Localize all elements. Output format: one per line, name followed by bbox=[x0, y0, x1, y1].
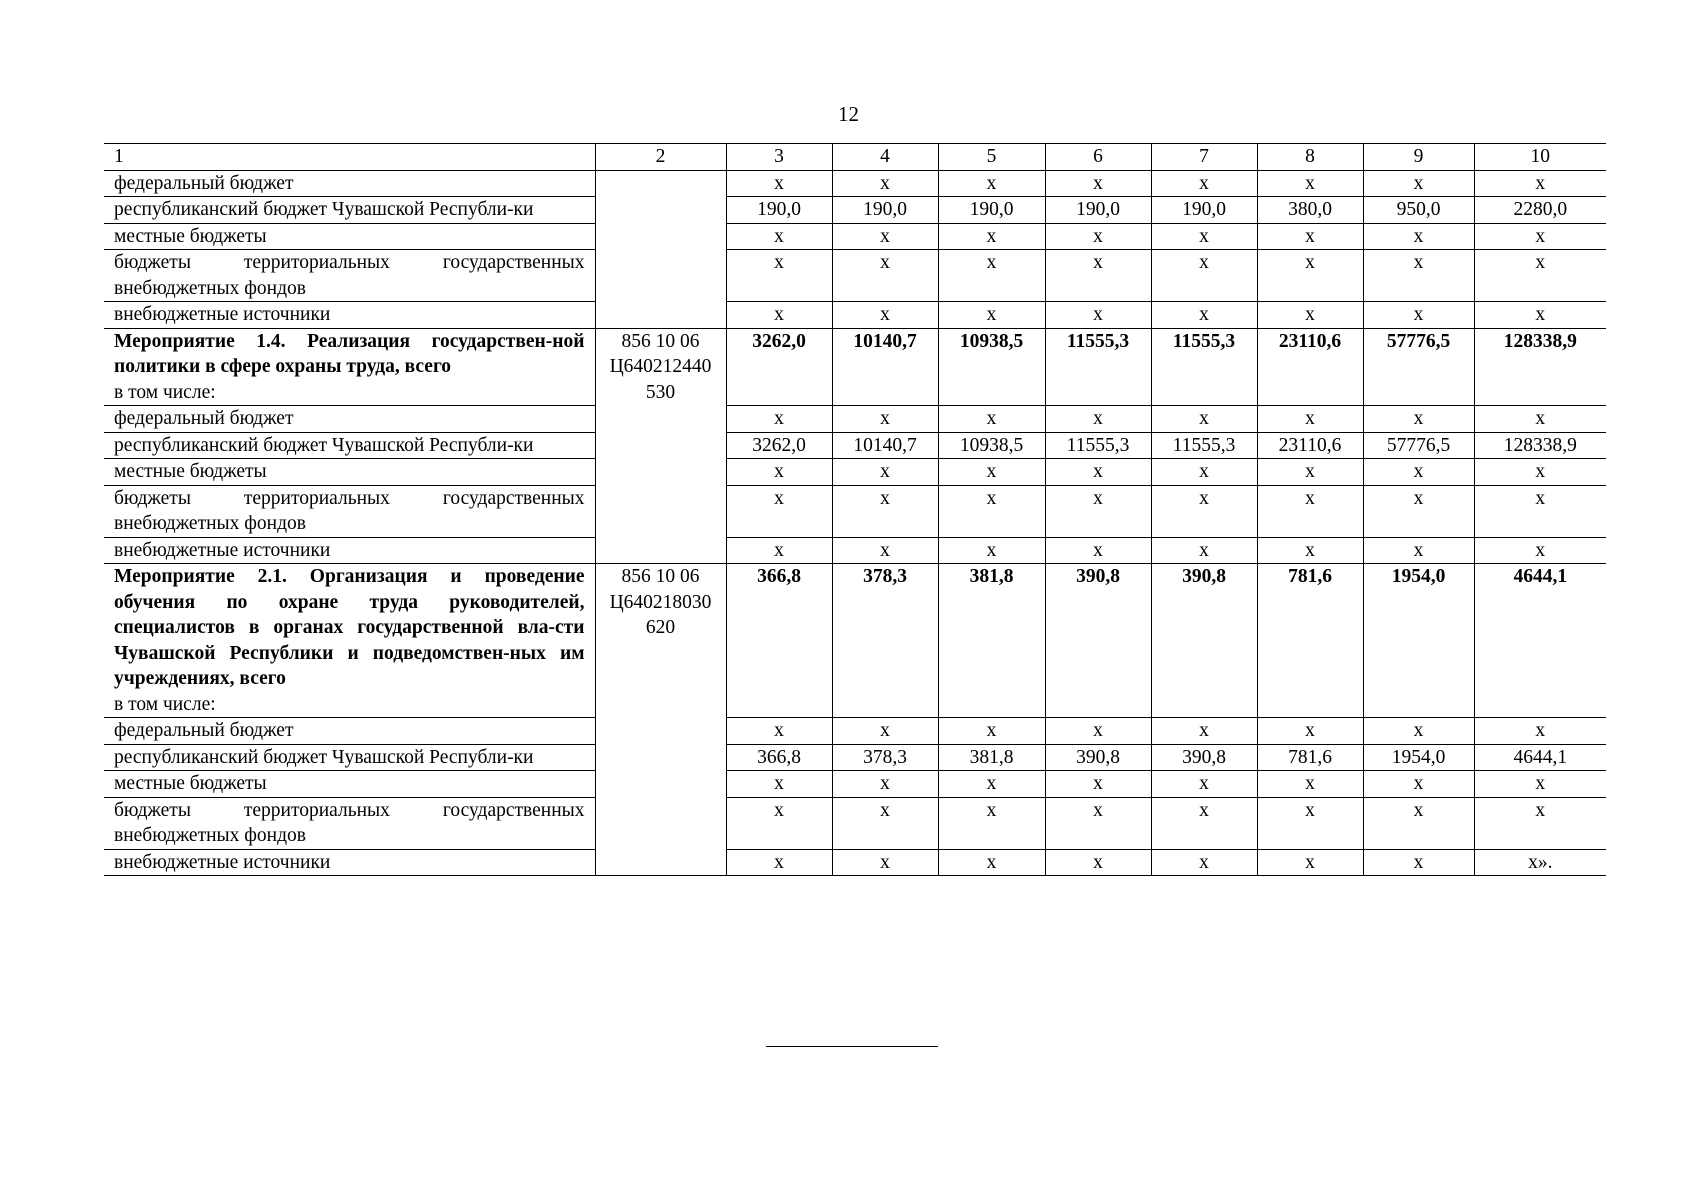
row-label-cell: внебюджетные источники bbox=[104, 849, 595, 876]
value-cell: х bbox=[1474, 797, 1606, 849]
value-cell: 381,8 bbox=[938, 564, 1045, 718]
activity-subtitle: в том числе: bbox=[114, 693, 216, 715]
value-cell: х bbox=[1474, 718, 1606, 745]
value-cell: х bbox=[1151, 797, 1257, 849]
value-cell: 190,0 bbox=[726, 197, 832, 224]
value-cell: х bbox=[1474, 406, 1606, 433]
value-cell: х bbox=[1257, 302, 1363, 329]
value-cell: х bbox=[832, 170, 938, 197]
column-number-cell: 9 bbox=[1363, 144, 1474, 171]
value-cell: х bbox=[1257, 223, 1363, 250]
budget-source-row bbox=[104, 302, 1606, 329]
value-cell: 10140,7 bbox=[832, 432, 938, 459]
value-cell: 1954,0 bbox=[1363, 744, 1474, 771]
value-cell: 390,8 bbox=[1151, 564, 1257, 718]
value-cell: х bbox=[1257, 250, 1363, 302]
column-number-cell: 3 bbox=[726, 144, 832, 171]
value-cell: 190,0 bbox=[1151, 197, 1257, 224]
budget-source-row bbox=[104, 485, 1606, 537]
value-cell: 950,0 bbox=[1363, 197, 1474, 224]
column-number-cell: 1 bbox=[104, 144, 595, 171]
row-label-cell: внебюджетные источники bbox=[104, 302, 595, 329]
value-cell: х bbox=[938, 797, 1045, 849]
row-label-cell bbox=[104, 564, 595, 718]
value-cell: х bbox=[1363, 406, 1474, 433]
value-cell: х bbox=[938, 223, 1045, 250]
value-cell: х bbox=[832, 797, 938, 849]
value-cell: 190,0 bbox=[938, 197, 1045, 224]
budget-code-cell: 856 10 06 Ц640212440 530 bbox=[595, 328, 726, 564]
value-cell: х bbox=[1474, 302, 1606, 329]
value-cell: х bbox=[938, 406, 1045, 433]
value-cell: х bbox=[832, 849, 938, 876]
value-cell: х». bbox=[1474, 849, 1606, 876]
value-cell: х bbox=[832, 485, 938, 537]
value-cell: х bbox=[726, 406, 832, 433]
budget-source-row bbox=[104, 432, 1606, 459]
value-cell: х bbox=[1257, 797, 1363, 849]
value-cell: 390,8 bbox=[1045, 564, 1151, 718]
value-cell: х bbox=[1045, 718, 1151, 745]
value-cell: х bbox=[1363, 223, 1474, 250]
value-cell: х bbox=[1045, 459, 1151, 486]
value-cell: х bbox=[832, 537, 938, 564]
value-cell: х bbox=[938, 849, 1045, 876]
row-label-cell: бюджеты территориальных государственных внебюджетных фондов bbox=[104, 485, 595, 537]
budget-source-row bbox=[104, 718, 1606, 745]
value-cell: х bbox=[1045, 223, 1151, 250]
value-cell: х bbox=[1474, 250, 1606, 302]
value-cell: х bbox=[1045, 849, 1151, 876]
value-cell: х bbox=[1363, 849, 1474, 876]
value-cell: х bbox=[1363, 537, 1474, 564]
value-cell: 57776,5 bbox=[1363, 328, 1474, 406]
budget-code-cell: 856 10 06 Ц640218030 620 bbox=[595, 564, 726, 876]
value-cell: х bbox=[938, 485, 1045, 537]
value-cell: 378,3 bbox=[832, 744, 938, 771]
column-number-cell: 4 bbox=[832, 144, 938, 171]
value-cell: 190,0 bbox=[832, 197, 938, 224]
column-number-cell: 2 bbox=[595, 144, 726, 171]
value-cell: х bbox=[1363, 485, 1474, 537]
value-cell: х bbox=[1474, 459, 1606, 486]
value-cell: х bbox=[1257, 170, 1363, 197]
value-cell: 1954,0 bbox=[1363, 564, 1474, 718]
value-cell: х bbox=[1257, 537, 1363, 564]
value-cell: 380,0 bbox=[1257, 197, 1363, 224]
activity-subtitle: в том числе: bbox=[114, 381, 216, 403]
budget-table bbox=[104, 143, 1606, 876]
value-cell: х bbox=[832, 406, 938, 433]
value-cell: 10938,5 bbox=[938, 432, 1045, 459]
value-cell: х bbox=[726, 718, 832, 745]
value-cell: х bbox=[1045, 170, 1151, 197]
budget-code-cell bbox=[595, 170, 726, 328]
value-cell: 390,8 bbox=[1151, 744, 1257, 771]
value-cell: х bbox=[938, 537, 1045, 564]
value-cell: х bbox=[832, 223, 938, 250]
value-cell: 11555,3 bbox=[1151, 328, 1257, 406]
column-number-cell: 7 bbox=[1151, 144, 1257, 171]
value-cell: х bbox=[726, 170, 832, 197]
column-number-cell: 6 bbox=[1045, 144, 1151, 171]
value-cell: х bbox=[832, 302, 938, 329]
budget-source-row bbox=[104, 537, 1606, 564]
value-cell: х bbox=[1151, 849, 1257, 876]
value-cell: х bbox=[1151, 302, 1257, 329]
value-cell: х bbox=[1257, 849, 1363, 876]
value-cell: 781,6 bbox=[1257, 744, 1363, 771]
value-cell: х bbox=[1257, 771, 1363, 798]
value-cell: 366,8 bbox=[726, 564, 832, 718]
value-cell: х bbox=[1363, 170, 1474, 197]
value-cell: х bbox=[938, 718, 1045, 745]
value-cell: 190,0 bbox=[1045, 197, 1151, 224]
value-cell: 128338,9 bbox=[1474, 328, 1606, 406]
value-cell: х bbox=[726, 537, 832, 564]
value-cell: х bbox=[1045, 771, 1151, 798]
column-number-row bbox=[104, 144, 1606, 171]
value-cell: х bbox=[938, 170, 1045, 197]
value-cell: х bbox=[832, 771, 938, 798]
activity-row bbox=[104, 328, 1606, 406]
value-cell: х bbox=[1045, 485, 1151, 537]
budget-source-row bbox=[104, 771, 1606, 798]
activity-title: Мероприятие 2.1. Организация и проведение обучения по охране труда руководителей, специалистов в органах государственной вла-сти Чувашской Республики и подведомствен-ных им учреждениях, всего bbox=[114, 566, 585, 689]
row-label-cell: бюджеты территориальных государственных внебюджетных фондов bbox=[104, 797, 595, 849]
column-number-cell: 10 bbox=[1474, 144, 1606, 171]
value-cell: х bbox=[1151, 223, 1257, 250]
row-label-cell: местные бюджеты bbox=[104, 223, 595, 250]
value-cell: х bbox=[1257, 459, 1363, 486]
budget-source-row bbox=[104, 459, 1606, 486]
value-cell: х bbox=[832, 250, 938, 302]
value-cell: 128338,9 bbox=[1474, 432, 1606, 459]
value-cell: х bbox=[832, 459, 938, 486]
value-cell: 381,8 bbox=[938, 744, 1045, 771]
budget-source-row bbox=[104, 797, 1606, 849]
column-number-cell: 5 bbox=[938, 144, 1045, 171]
value-cell: 2280,0 bbox=[1474, 197, 1606, 224]
page-number: 12 bbox=[838, 102, 859, 126]
value-cell: х bbox=[1045, 302, 1151, 329]
budget-source-row bbox=[104, 250, 1606, 302]
value-cell: 4644,1 bbox=[1474, 564, 1606, 718]
value-cell: х bbox=[1474, 485, 1606, 537]
value-cell: х bbox=[1363, 250, 1474, 302]
value-cell: 23110,6 bbox=[1257, 328, 1363, 406]
row-label-cell: республиканский бюджет Чувашской Республи-ки bbox=[104, 432, 595, 459]
row-label-cell: местные бюджеты bbox=[104, 771, 595, 798]
footer-rule bbox=[766, 1046, 938, 1047]
value-cell: 390,8 bbox=[1045, 744, 1151, 771]
row-label-cell: внебюджетные источники bbox=[104, 537, 595, 564]
column-number-cell: 8 bbox=[1257, 144, 1363, 171]
value-cell: 10938,5 bbox=[938, 328, 1045, 406]
activity-title: Мероприятие 1.4. Реализация государствен-ной политики в сфере охраны труда, всего bbox=[114, 330, 585, 377]
value-cell: х bbox=[1151, 537, 1257, 564]
value-cell: х bbox=[1151, 459, 1257, 486]
row-label-cell: местные бюджеты bbox=[104, 459, 595, 486]
value-cell: х bbox=[1363, 302, 1474, 329]
value-cell: 781,6 bbox=[1257, 564, 1363, 718]
activity-row bbox=[104, 564, 1606, 718]
value-cell: х bbox=[1151, 485, 1257, 537]
row-label-cell: бюджеты территориальных государственных внебюджетных фондов bbox=[104, 250, 595, 302]
value-cell: х bbox=[1045, 406, 1151, 433]
row-label-cell: федеральный бюджет bbox=[104, 406, 595, 433]
budget-source-row bbox=[104, 849, 1606, 876]
value-cell: х bbox=[1363, 718, 1474, 745]
row-label-cell: федеральный бюджет bbox=[104, 718, 595, 745]
value-cell: х bbox=[1474, 223, 1606, 250]
value-cell: 11555,3 bbox=[1045, 328, 1151, 406]
budget-source-row bbox=[104, 170, 1606, 197]
value-cell: х bbox=[938, 459, 1045, 486]
value-cell: 23110,6 bbox=[1257, 432, 1363, 459]
value-cell: х bbox=[726, 849, 832, 876]
value-cell: 11555,3 bbox=[1045, 432, 1151, 459]
value-cell: х bbox=[938, 771, 1045, 798]
row-label-cell bbox=[104, 328, 595, 406]
value-cell: х bbox=[1257, 718, 1363, 745]
value-cell: х bbox=[1045, 250, 1151, 302]
value-cell: х bbox=[1474, 537, 1606, 564]
value-cell: х bbox=[1257, 485, 1363, 537]
value-cell: х bbox=[832, 718, 938, 745]
budget-source-row bbox=[104, 223, 1606, 250]
value-cell: х bbox=[1151, 771, 1257, 798]
budget-source-row bbox=[104, 406, 1606, 433]
value-cell: 4644,1 bbox=[1474, 744, 1606, 771]
value-cell: х bbox=[1474, 170, 1606, 197]
value-cell: х bbox=[726, 223, 832, 250]
row-label-cell: республиканский бюджет Чувашской Республи-ки bbox=[104, 744, 595, 771]
value-cell: х bbox=[938, 250, 1045, 302]
row-label-cell: республиканский бюджет Чувашской Республи-ки bbox=[104, 197, 595, 224]
value-cell: х bbox=[1363, 797, 1474, 849]
value-cell: 10140,7 bbox=[832, 328, 938, 406]
budget-source-row bbox=[104, 744, 1606, 771]
value-cell: х bbox=[1151, 406, 1257, 433]
value-cell: х bbox=[1151, 250, 1257, 302]
budget-source-row bbox=[104, 197, 1606, 224]
value-cell: х bbox=[1045, 537, 1151, 564]
value-cell: х bbox=[1151, 718, 1257, 745]
value-cell: х bbox=[1363, 459, 1474, 486]
value-cell: х bbox=[1474, 771, 1606, 798]
value-cell: 57776,5 bbox=[1363, 432, 1474, 459]
value-cell: 3262,0 bbox=[726, 432, 832, 459]
value-cell: х bbox=[1363, 771, 1474, 798]
value-cell: 366,8 bbox=[726, 744, 832, 771]
value-cell: х bbox=[938, 302, 1045, 329]
value-cell: х bbox=[726, 797, 832, 849]
value-cell: х bbox=[726, 250, 832, 302]
value-cell: х bbox=[726, 302, 832, 329]
value-cell: 378,3 bbox=[832, 564, 938, 718]
row-label-cell: федеральный бюджет bbox=[104, 170, 595, 197]
value-cell: х bbox=[1045, 797, 1151, 849]
value-cell: 11555,3 bbox=[1151, 432, 1257, 459]
value-cell: х bbox=[1257, 406, 1363, 433]
value-cell: 3262,0 bbox=[726, 328, 832, 406]
value-cell: х bbox=[726, 771, 832, 798]
value-cell: х bbox=[726, 459, 832, 486]
value-cell: х bbox=[1151, 170, 1257, 197]
value-cell: х bbox=[726, 485, 832, 537]
